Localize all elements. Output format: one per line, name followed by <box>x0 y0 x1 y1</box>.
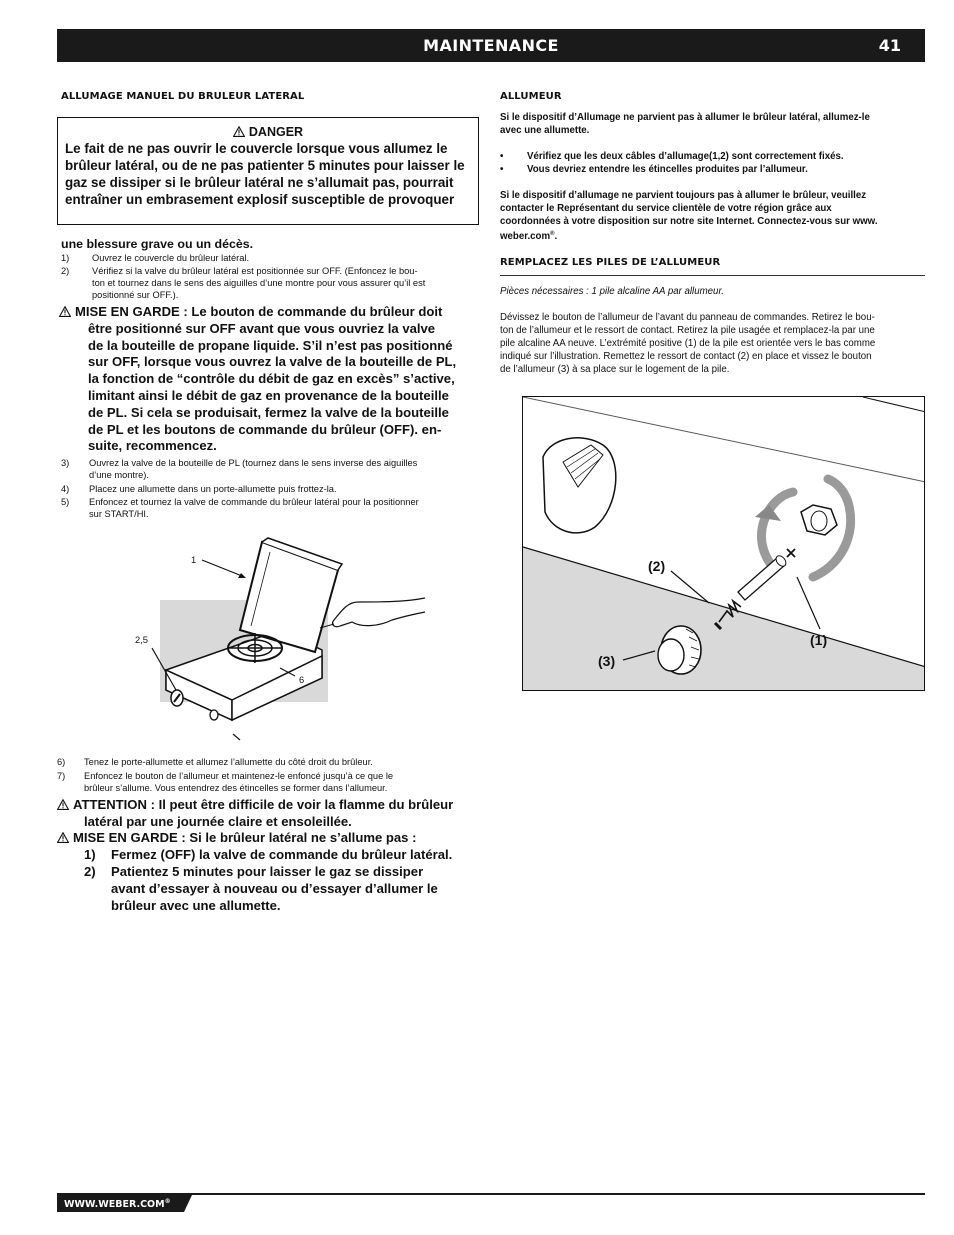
section-heading-igniter: ALLUMEUR <box>500 91 562 102</box>
danger-continuation: une blessure grave ou un décès. <box>61 237 254 251</box>
warning-triangle-icon <box>233 126 245 137</box>
igniter-illustration <box>522 396 925 691</box>
igniter-bullets <box>500 150 844 176</box>
attention-note: ATTENTION : Il peut être difficile de voir la flamme du brûleur latéral par une journée claire et ensoleillée. <box>57 797 453 831</box>
footer-url[interactable]: WWW.WEBER.COM® <box>64 1198 171 1211</box>
figure-label-3: (3) <box>598 653 616 669</box>
battery-instructions: Dévissez le bouton de l’allumeur de l’avant du panneau de commandes. Retirez le bou- ton de l’allumeur et le ressort de contact. Retirez la pile usagée et remplacez-la par une pile alcaline AA neuve. L’extrémité positive (1) de la pile est orientée vers le bas comme indiqué sur l’illustration. Remettez le ressort de contact (2) en place et vissez le bouton de l’allumeur (3) à sa place sur le logement de la pile. <box>500 312 876 375</box>
warning-triangle-icon <box>59 306 71 317</box>
danger-text: Le fait de ne pas ouvrir le couvercle lorsque vous allumez le brûleur latéral, ou de ne pas patienter 5 minutes pour laisser le gaz se dissiper si le brûleur latéral ne s’allumait pas, pourrait entraîner un embrasement explosif susceptible de provoquer <box>65 141 465 207</box>
warning-1: MISE EN GARDE : Le bouton de commande du brûleur doit être positionné sur OFF avant que vous ouvriez la valve de la bouteille de propane liquide. S’il n’est pas positionné sur OFF, lorsque vous ouvrez la valve de la bouteille de PL, la fonction de “contrôle du débit de gaz en excès” s’active, limitant ainsi le débit de gaz en provenance de la bouteille de PL. Si cela se produisait, fermez la valve de la bouteille de PL et les boutons de commande du brûleur (OFF). en- suite, recommencez. <box>59 304 456 455</box>
warning-2-step-2: 2) Patientez 5 minutes pour laisser le gaz se dissiper avant d’essayer à nouveau ou d’essayer d’allumer le brûleur avec une allumette. <box>84 864 438 913</box>
bullet-item: • Vérifiez que les deux câbles d’allumage(1,2) sont correctement fixés. <box>500 151 844 162</box>
bullet-item: • Vous devriez entendre les étincelles produites par l’allumeur. <box>500 164 808 175</box>
figure-label-1: 1 <box>191 555 197 565</box>
section-heading-replace-batteries: REMPLACEZ LES PILES DE L’ALLUMEUR <box>500 257 721 268</box>
figure-label-6: 6 <box>299 675 305 685</box>
igniter-paragraph-1: Si le dispositif d’Allumage ne parvient pas à allumer le brûleur latéral, allumez-le avec une allumette. <box>500 112 870 136</box>
page-title: MAINTENANCE <box>423 36 559 55</box>
header-bar <box>57 29 925 62</box>
warning-triangle-icon <box>57 832 69 843</box>
figure-label-1: (1) <box>810 632 828 648</box>
figure-label-2: (2) <box>648 558 666 574</box>
side-burner-illustration <box>130 530 430 745</box>
warning-2-step-1: 1) Fermez (OFF) la valve de commande du brûleur latéral. <box>84 847 453 862</box>
section-heading-manual-lighting: ALLUMAGE MANUEL DU BRULEUR LATERAL <box>61 91 305 102</box>
danger-title: DANGER <box>58 125 478 139</box>
warning-triangle-icon <box>57 799 69 810</box>
danger-box <box>57 117 479 225</box>
warning-2: MISE EN GARDE : Si le brûleur latéral ne s’allume pas : <box>57 830 416 847</box>
parts-needed: Pièces nécessaires : 1 pile alcaline AA par allumeur. <box>500 286 724 297</box>
heading-rule <box>500 275 925 276</box>
page-number: 41 <box>878 36 901 55</box>
figure-label-2-5: 2,5 <box>135 635 148 645</box>
igniter-paragraph-2: Si le dispositif d’allumage ne parvient toujours pas à allumer le brûleur, veuillez contacter le Représentant du service clientèle de votre région grâce aux coordonnées à votre disposition sur notre site Internet. Connectez-vous sur www. weber.com®. <box>500 190 878 243</box>
